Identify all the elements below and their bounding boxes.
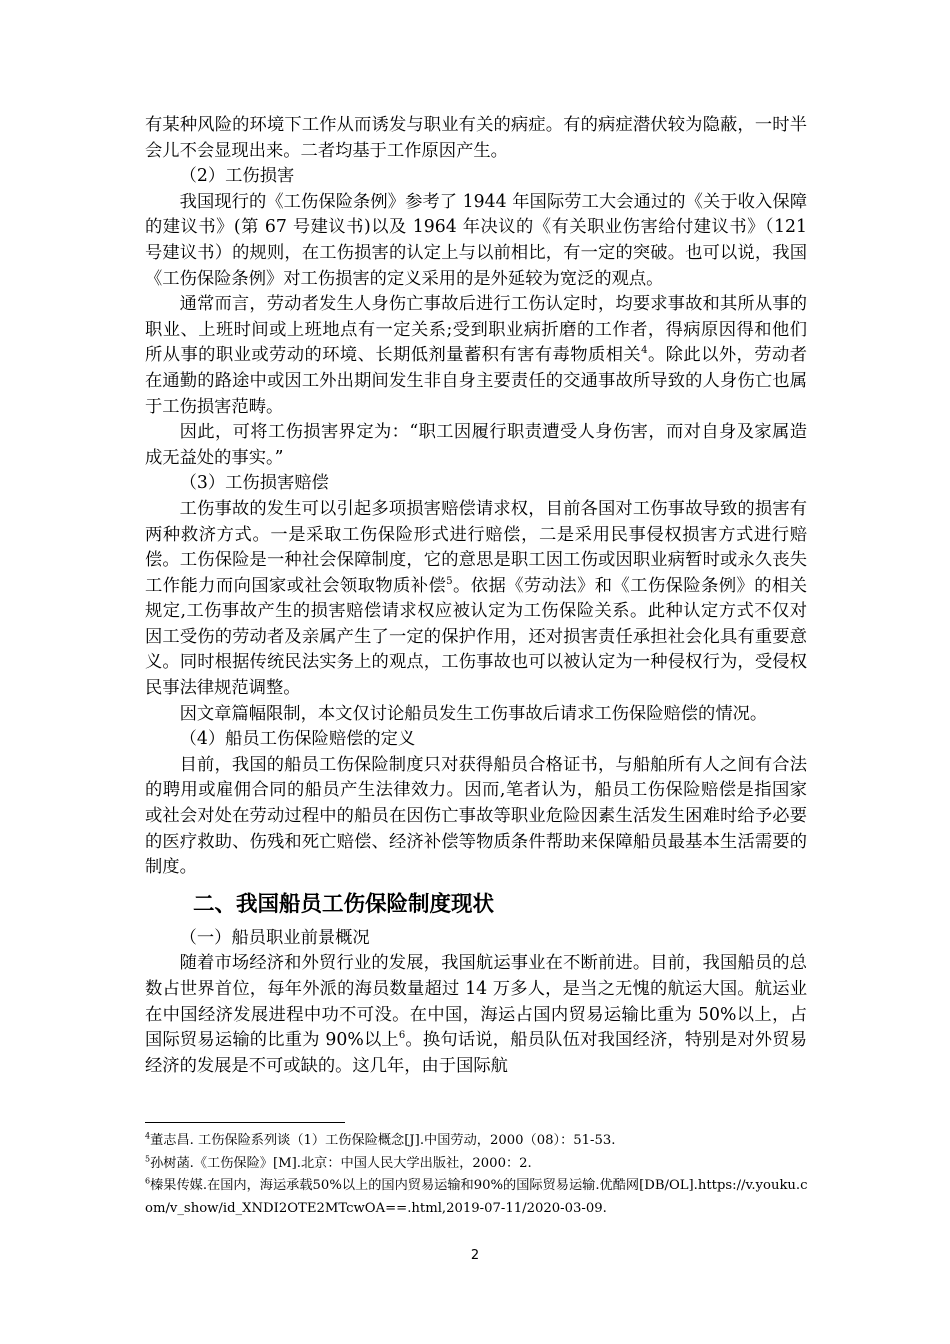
footnote-text: 孙树菡.《工伤保险》[M].北京：中国人民大学出版社，2000：2. [150,1155,532,1171]
paragraph-text: 因此，可将工伤损害界定为：“职工因履行职责遭受人身伤害，而对自身及家属造成无益处的事实。” [145,422,807,468]
paragraph-text-continued: 。除此以外，劳动者在通勤的路途中或因工外出期间发生非自身主要责任的交通事故所导致的人身伤亡也属于工伤损害范畴。 [145,345,807,417]
paragraph-text: 目前，我国的船员工伤保险制度只对获得船员合格证书，与船舶所有人之间有合法的聘用或雇佣合同的船员产生法律效力。因而,笔者认为，船员工伤保险赔偿是指国家或社会对处在劳动过程中的船员在因伤亡事故等职业危险因素生活发生困难时给予必要的医疗救助、伤残和死亡赔偿、经济补偿等物质条件帮助来保障船员最基本生活需要的制度。 [145,754,807,878]
footnote [145,1175,810,1220]
paragraph [145,753,807,881]
paragraph-text: （一）船员职业前景概况 [179,927,370,948]
subsection-title [145,727,807,753]
footnote-number: 5 [145,1154,151,1164]
footnote-number: 6 [145,1176,151,1186]
paragraph-text: 因文章篇幅限制，本文仅讨论船员发生工伤事故后请求工伤保险赔偿的情况。 [179,703,768,724]
paragraph-text: （4）船员工伤保险赔偿的定义 [179,729,416,750]
paragraph-text: 通常而言，劳动者发生人身伤亡事故后进行工伤认定时，均要求事故和其所从事的职业、上班时间或上班地点有一定关系;受到职业病折磨的工作者，得病原因得和他们所从事的职业或劳动的环境、长期低剂量蓄积有害有毒物质相关 [145,294,807,366]
paragraph-text: （2）工伤损害 [179,166,295,187]
paragraph [145,113,807,164]
paragraph-text-continued: 。依据《劳动法》和《工伤保险条例》的相关规定,工伤事故产生的损害赔偿请求权应被认定为工伤保险关系。此种认定方式不仅对因工受伤的劳动者及亲属产生了一定的保护作用，还对损害责任承担社会化具有重要意义。同时根据传统民法实务上的观点，工伤事故也可以被认定为一种侵权行为，受侵权民事法律规范调整。 [145,575,807,699]
paragraph-text: 有某种风险的环境下工作从而诱发与职业有关的病症。有的病症潜伏较为隐蔽，一时半会儿不会显现出来。二者均基于工作原因产生。 [145,115,807,161]
footnotes [145,1130,810,1220]
subsection-title [145,926,807,952]
section-two-paragraphs [145,926,807,1080]
paragraph [145,190,807,292]
footnote-ref: 5 [446,575,453,587]
body-text [145,113,807,1079]
section-heading: 二、我国船员工伤保险制度现状 [193,891,495,917]
footnote-ref: 4 [641,345,648,357]
paragraph-text-continued: 。换句话说，船员队伍对我国经济，特别是对外贸易经济的发展是不可或缺的。这几年，由于国际航 [145,1030,807,1076]
footnote-separator [145,1122,345,1123]
paragraph [145,497,807,702]
page-number: 2 [470,1248,480,1263]
footnote-number: 4 [145,1131,151,1141]
footnote [145,1130,810,1153]
subsection-title [145,164,807,190]
paragraph-text: （3）工伤损害赔偿 [179,473,329,494]
footnote-text: 榛果传媒.在国内，海运承载50%以上的国内贸易运输和90%的国际贸易运输.优酷网[DB/OL].https://v.youku.com/v_show/id_XNDI2OTE2MTcwOA==.html,2019-07-11/2020-03-09. [145,1178,808,1216]
paragraph-text: 工伤事故的发生可以引起多项损害赔偿请求权，目前各国对工伤事故导致的损害有两种救济方式。一是采取工伤保险形式进行赔偿，二是采用民事侵权损害方式进行赔偿。工伤保险是一种社会保障制度，它的意思是职工因工伤或因职业病暂时或永久丧失工作能力而向国家或社会领取物质补偿 [145,498,807,596]
paragraph-text: 我国现行的《工伤保险条例》参考了 1944 年国际劳工大会通过的《关于收入保障的建议书》(第 67 号建议书)以及 1964 年决议的《有关职业伤害给付建议书》（121 号建议书）的规则，在工伤损害的认定上与以前相比，有一定的突破。也可以说，我国《工伤保险条例》对工伤损害的定义采用的是外延较为宽泛的观点。 [145,191,807,289]
footnote-text: 董志昌. 工伤保险系列谈（1）工伤保险概念[J].中国劳动，2000（08）：51-53. [150,1133,616,1148]
paragraph [145,951,807,1079]
footnote [145,1153,810,1176]
paragraph [145,702,807,728]
footnote-ref: 6 [398,1030,406,1042]
paragraph [145,420,807,471]
paragraph-text: 随着市场经济和外贸行业的发展，我国航运事业在不断前进。目前，我国船员的总数占世界首位，每年外派的海员数量超过 14 万多人，是当之无愧的航运大国。航运业在中国经济发展进程中功不可没。在中国，海运占国内贸易运输比重为 50%以上，占国际贸易运输的比重为 90%以上 [145,953,807,1051]
paragraph [145,292,807,420]
section-one-paragraphs [145,113,807,881]
subsection-title [145,471,807,497]
